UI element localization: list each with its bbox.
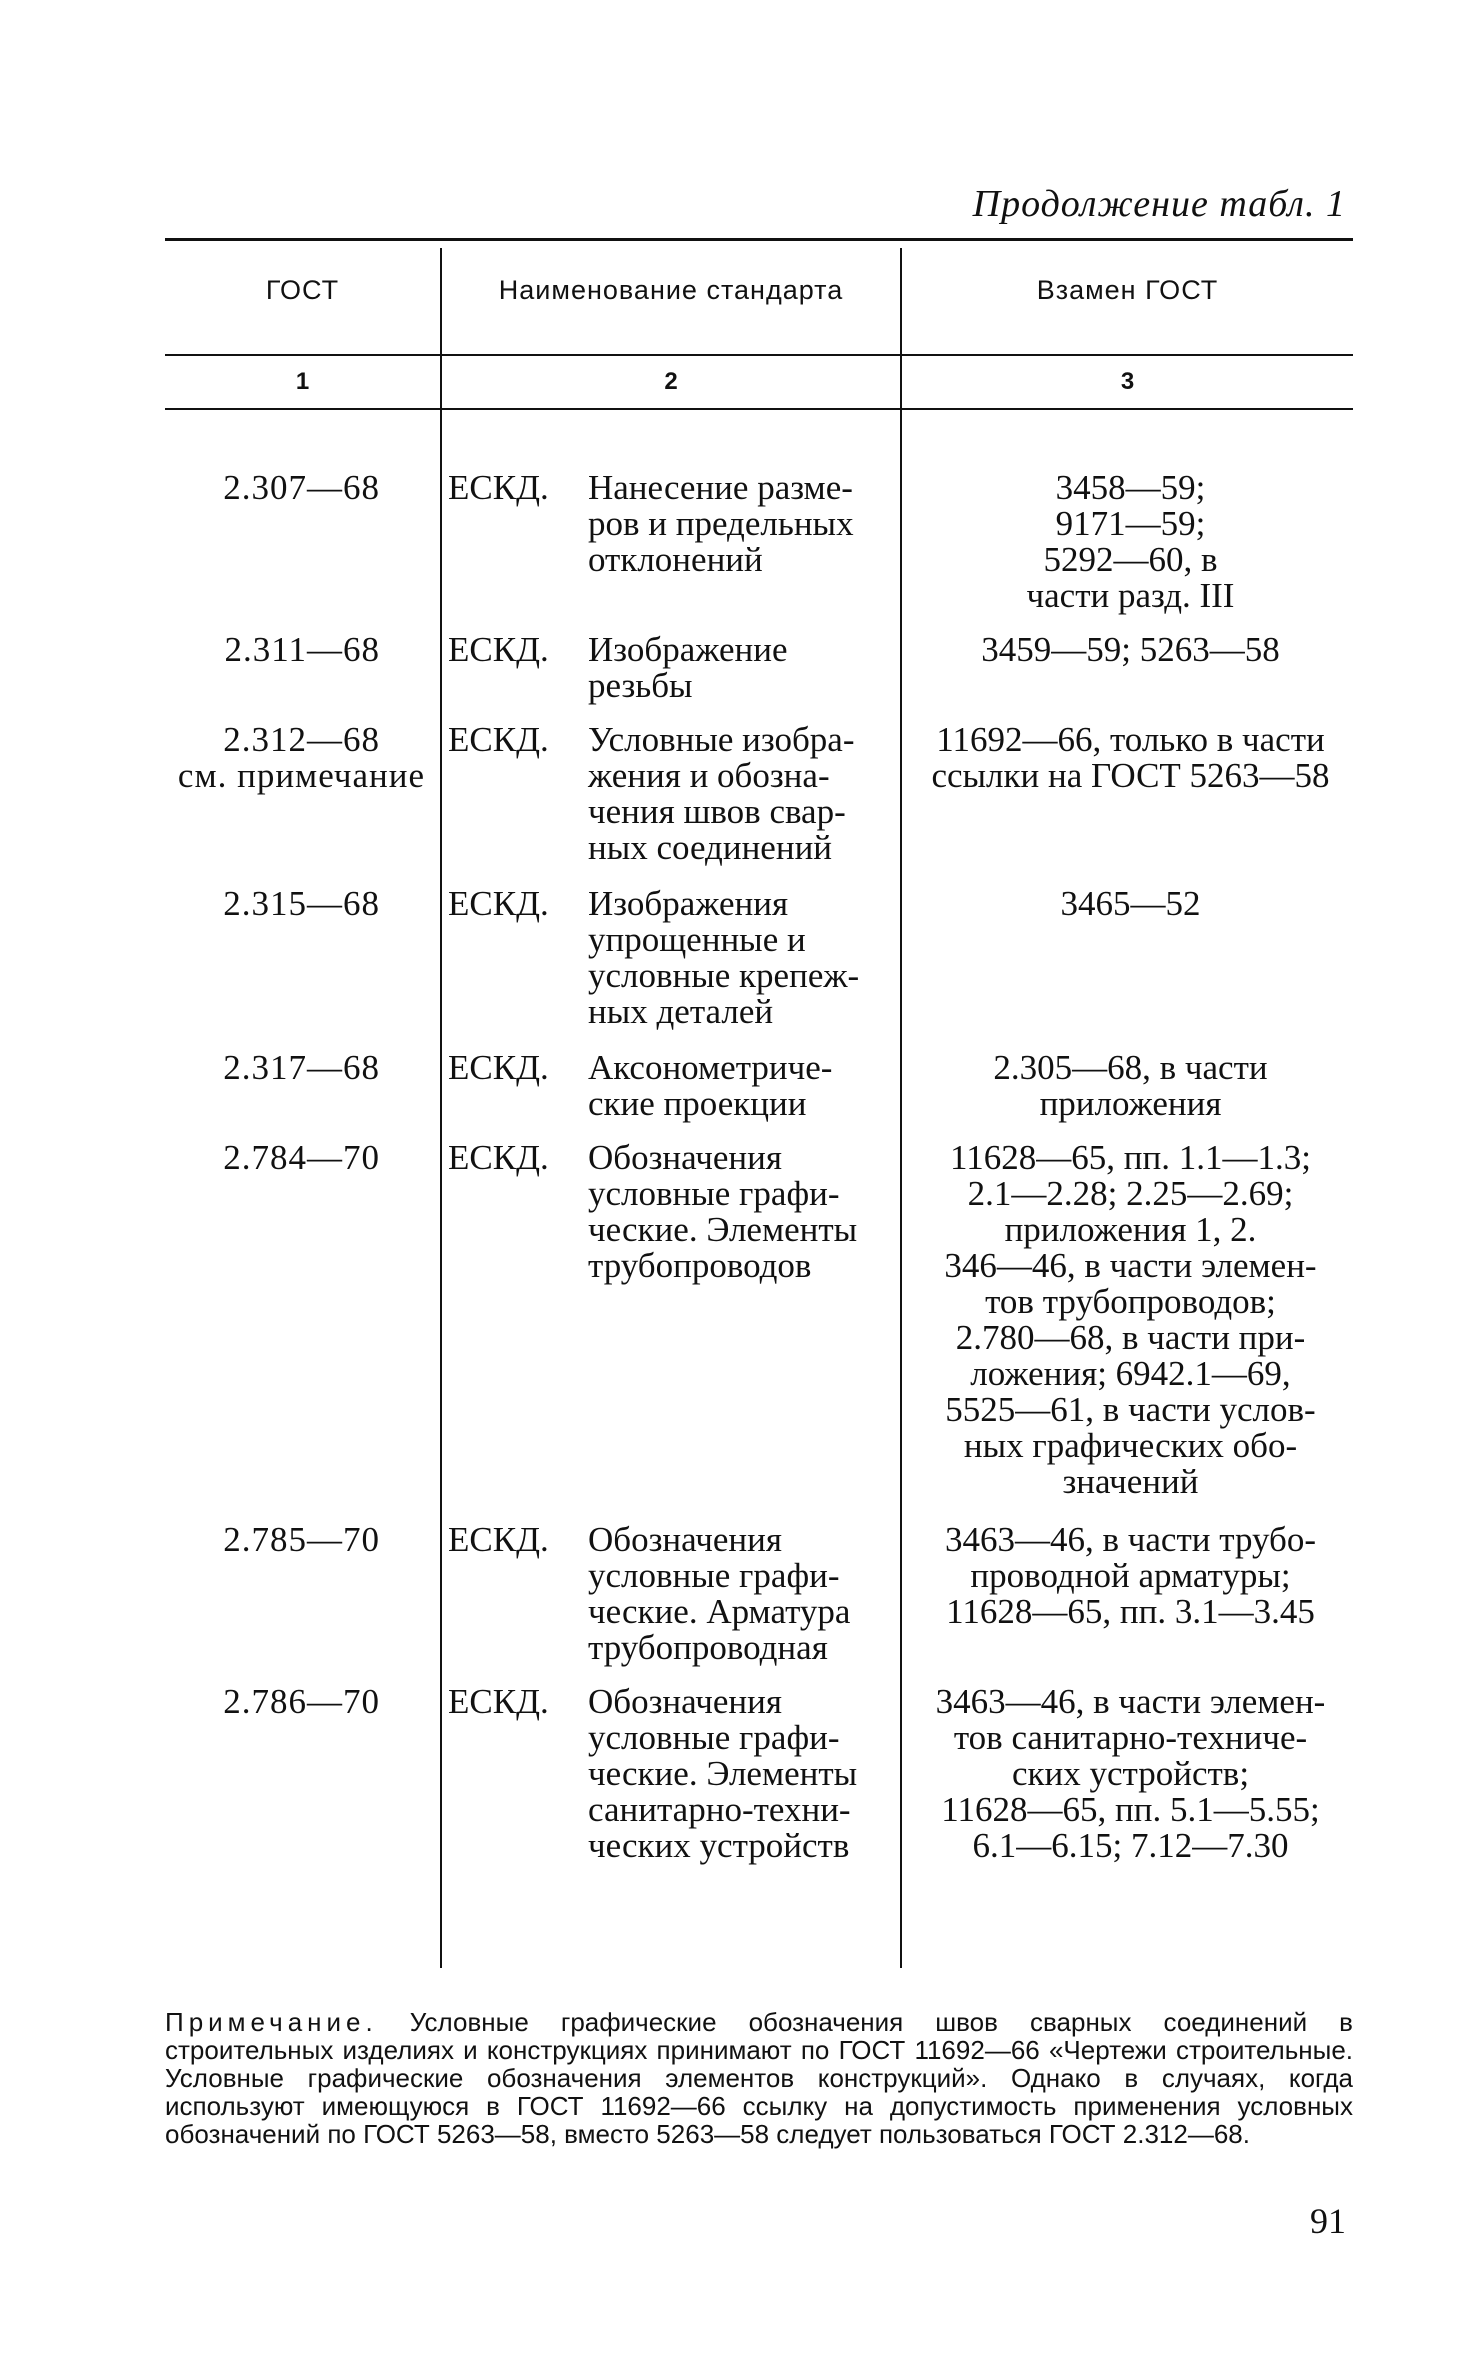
table-row-replaces [908,1050,1353,1122]
eskd-prefix: ЕСКД. [448,884,549,923]
name-line: ных деталей [588,992,774,1031]
eskd-prefix: ЕСКД. [448,1048,549,1087]
name-line: ские проекции [588,1084,807,1123]
header-replaces: Взамен ГОСТ [1036,274,1219,305]
table-row-gost [165,470,380,506]
replaces-line: 3465—52 [1060,884,1201,923]
footnote-text: Условные графические обозначения швов сварных соединений в строительных изделиях и конструкциях принимают по ГОСТ 11692—66 «Чертежи строительные. Условные графические обозначения элементов конструкций». Однако в случаях, когда используют имеющуюся в ГОСТ 11692—66 ссылку на допустимость применения условных обозначений по ГОСТ 5263—58, вместо 5263—58 следует пользоваться ГОСТ 2.312—68. [165,2007,1353,2149]
table-row-replaces [908,1522,1353,1630]
column-divider-1 [440,248,442,1968]
gost-number: 2.312—68 [223,720,380,759]
table-row-gost [165,720,425,795]
name-line: жения и обозна- [588,756,830,795]
table-row-gost [165,632,380,668]
replaces-line: 2.305—68, в части [993,1048,1268,1087]
table-row-gost [165,886,380,922]
table-row-gost [165,1522,380,1558]
replaces-line: 5525—61, в части услов- [945,1390,1316,1429]
gost-number: 2.311—68 [224,630,380,669]
table-row-replaces [908,632,1353,668]
gost-number: 2.784—70 [223,1138,380,1177]
eskd-prefix: ЕСКД. [448,468,549,507]
name-line: Аксонометриче- [588,1048,833,1087]
replaces-line: 11628—65, пп. 1.1—1.3; [950,1138,1311,1177]
replaces-line: части разд. III [1026,576,1235,615]
name-line: отклонений [588,540,763,579]
eskd-prefix: ЕСКД. [448,1520,549,1559]
name-line: санитарно-техни- [588,1790,851,1829]
name-line: резьбы [588,666,693,705]
table-top-rule [165,238,1353,241]
replaces-line: тов санитарно-техниче- [953,1718,1308,1757]
replaces-line: значений [1062,1462,1199,1501]
gost-number: 2.785—70 [223,1520,380,1559]
table-row-gost [165,1684,380,1720]
table-row-gost [165,1050,380,1086]
column-divider-2 [900,248,902,1968]
name-line: ных соединений [588,828,833,867]
name-line: трубопроводная [588,1628,828,1667]
continuation-label: Продолжение табл. 1 [972,183,1346,225]
replaces-line: ских устройств; [1011,1754,1250,1793]
name-line: упрощенные и [588,920,806,959]
replaces-line: ложения; 6942.1—69, [970,1354,1291,1393]
name-line: условные графи- [588,1718,840,1757]
name-line: чения швов свар- [588,792,846,831]
replaces-line: ссылки на ГОСТ 5263—58 [931,756,1330,795]
name-line: Изображения [588,884,789,923]
column-number-3: 3 [1120,368,1135,395]
eskd-prefix: ЕСКД. [448,1682,549,1721]
replaces-line: 2.1—2.28; 2.25—2.69; [967,1174,1294,1213]
name-line: условные графи- [588,1174,840,1213]
name-line: ческие. Элементы [588,1754,858,1793]
name-line: условные графи- [588,1556,840,1595]
replaces-line: 9171—59; [1055,504,1206,543]
replaces-line: 11692—66, только в части [936,720,1325,759]
footnote-heading: Примечание. [165,2007,378,2037]
name-line: Обозначения [588,1520,782,1559]
replaces-line: 6.1—6.15; 7.12—7.30 [972,1826,1289,1865]
name-line: условные крепеж- [588,956,860,995]
replaces-line: 2.780—68, в части при- [955,1318,1306,1357]
replaces-line: 11628—65, пп. 3.1—3.45 [946,1592,1315,1631]
header-bottom-rule [165,354,1353,356]
column-number-1: 1 [295,368,310,395]
name-line: ческие. Элементы [588,1210,858,1249]
replaces-line: приложения 1, 2. [1004,1210,1257,1249]
name-line: Условные изобра- [588,720,855,759]
replaces-line: 346—46, в части элемен- [944,1246,1317,1285]
header-standard-name: Наименование стандарта [498,274,844,305]
gost-number: 2.307—68 [223,468,380,507]
replaces-line: 5292—60, в [1043,540,1218,579]
name-line: ров и предельных [588,504,854,543]
column-number-2: 2 [664,368,678,395]
replaces-line: 3463—46, в части элемен- [935,1682,1326,1721]
replaces-line: 3459—59; 5263—58 [981,630,1280,669]
eskd-prefix: ЕСКД. [448,630,549,669]
replaces-line: 11628—65, пп. 5.1—5.55; [941,1790,1320,1829]
page-number: 91 [1310,2201,1346,2241]
replaces-line: проводной арматуры; [970,1556,1291,1595]
table-row-replaces [908,1140,1353,1500]
name-line: Нанесение разме- [588,468,853,507]
name-line: Обозначения [588,1138,782,1177]
name-line: ческие. Арматура [588,1592,851,1631]
table-row-replaces [908,722,1353,794]
replaces-line: ных графических обо- [963,1426,1298,1465]
gost-number: 2.317—68 [223,1048,380,1087]
gost-number: 2.786—70 [223,1682,380,1721]
name-line: Изображение [588,630,788,669]
header-gost: ГОСТ [265,274,340,305]
number-row-rule [165,408,1353,410]
table-row-replaces [908,1684,1353,1864]
replaces-line: 3458—59; [1055,468,1206,507]
gost-number: 2.315—68 [223,884,380,923]
replaces-line: 3463—46, в части трубо- [945,1520,1316,1559]
name-line: трубопроводов [588,1246,812,1285]
eskd-prefix: ЕСКД. [448,720,549,759]
table-row-gost [165,1140,380,1176]
gost-note-reference: см. примечание [177,756,425,795]
name-line: ческих устройств [588,1826,850,1865]
table-row-replaces [908,886,1353,922]
replaces-line: тов трубопроводов; [985,1282,1276,1321]
table-row-replaces [908,470,1353,614]
replaces-line: приложения [1039,1084,1222,1123]
name-line: Обозначения [588,1682,782,1721]
table-footnote [165,2008,1353,2148]
eskd-prefix: ЕСКД. [448,1138,549,1177]
